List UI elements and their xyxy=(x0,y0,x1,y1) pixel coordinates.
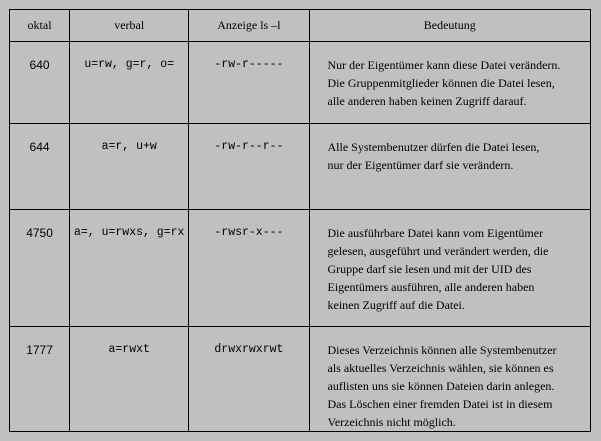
verbal-cell: a=r, u+w xyxy=(70,124,189,210)
anzeige-cell: -rwsr-x--- xyxy=(189,210,309,327)
bedeutung-line: Die ausführbare Datei kann vom Eigentümer xyxy=(327,226,544,240)
header-bedeutung: Bedeutung xyxy=(309,10,591,42)
bedeutung-line: Eigentümers ausführen, alle anderen haben xyxy=(327,280,535,294)
header-oktal: oktal xyxy=(10,10,70,42)
bedeutung-line: nur der Eigentümer darf sie verändern. xyxy=(327,158,514,172)
bedeutung-cell xyxy=(309,327,591,432)
table-row xyxy=(10,42,591,124)
verbal-cell: u=rw, g=r, o= xyxy=(70,42,189,124)
oktal-cell: 640 xyxy=(10,42,70,124)
bedeutung-line: alle anderen haben keinen Zugriff darauf. xyxy=(327,94,527,108)
verbal-cell: a=, u=rwxs, g=rx xyxy=(70,210,189,327)
bedeutung-line: Dieses Verzeichnis können alle Systembenutzer xyxy=(327,343,557,357)
header-verbal: verbal xyxy=(70,10,189,42)
anzeige-cell: -rw-r--r-- xyxy=(189,124,309,210)
table-row xyxy=(10,124,591,210)
oktal-cell: 644 xyxy=(10,124,70,210)
table-header-row xyxy=(10,10,591,42)
oktal-cell: 4750 xyxy=(10,210,70,327)
bedeutung-line: als aktuelles Verzeichnis wählen, sie können es xyxy=(327,361,554,375)
header-anzeige: Anzeige ls –l xyxy=(189,10,309,42)
bedeutung-cell xyxy=(309,124,591,210)
bedeutung-line: Die Gruppenmitglieder können die Datei lesen, xyxy=(327,76,555,90)
verbal-cell: a=rwxt xyxy=(70,327,189,432)
bedeutung-cell xyxy=(309,210,591,327)
anzeige-cell: drwxrwxrwt xyxy=(189,327,309,432)
bedeutung-line: Verzeichnis nicht möglich. xyxy=(327,415,456,429)
table-row xyxy=(10,327,591,432)
bedeutung-line: Alle Systembenutzer dürfen die Datei lesen, xyxy=(327,140,540,154)
bedeutung-line: Das Löschen einer fremden Datei ist in diesem xyxy=(327,397,553,411)
permissions-table xyxy=(9,9,591,432)
anzeige-cell: -rw-r----- xyxy=(189,42,309,124)
bedeutung-line: keinen Zugriff auf die Datei. xyxy=(327,298,465,312)
bedeutung-cell xyxy=(309,42,591,124)
bedeutung-line: Nur der Eigentümer kann diese Datei verändern. xyxy=(327,58,561,72)
oktal-cell: 1777 xyxy=(10,327,70,432)
bedeutung-line: Gruppe darf sie lesen und mit der UID des xyxy=(327,262,532,276)
bedeutung-line: gelesen, ausgeführt und verändert werden, die xyxy=(327,244,549,258)
table-row xyxy=(10,210,591,327)
bedeutung-line: auflisten uns sie können Dateien darin anlegen. xyxy=(327,379,555,393)
